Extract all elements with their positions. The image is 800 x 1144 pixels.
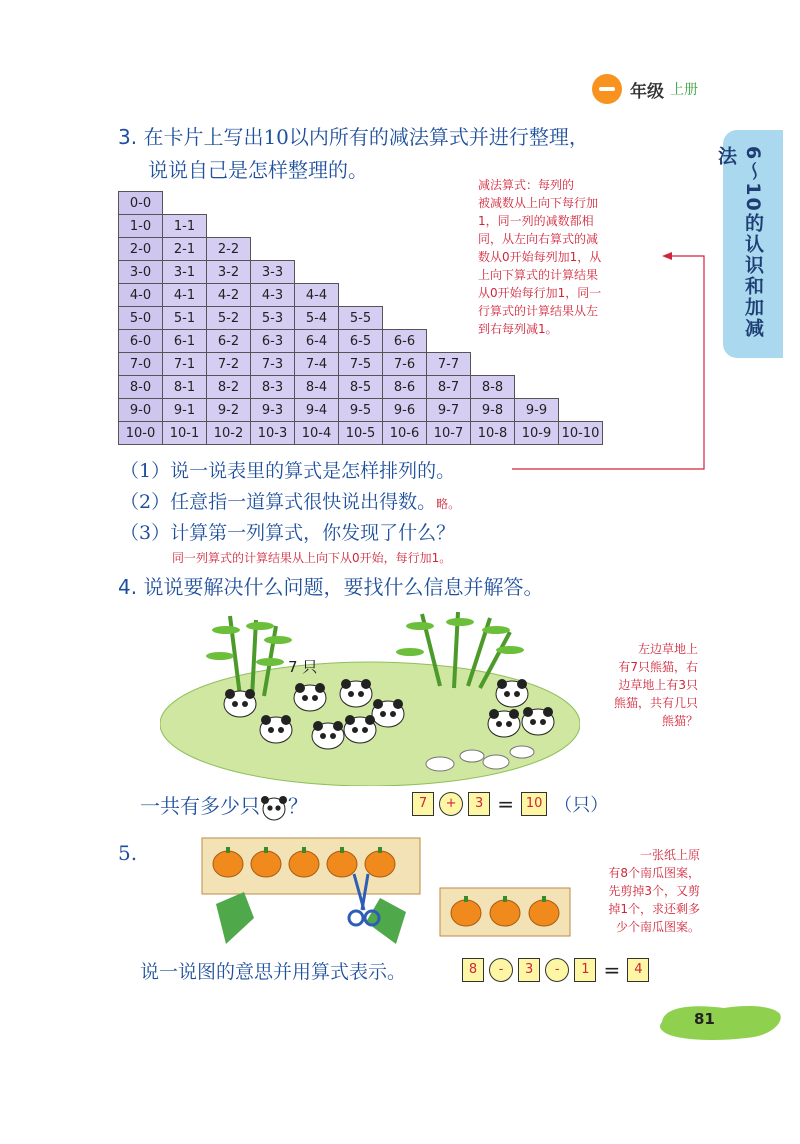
q5-text: 说一说图的意思并用算式表示。 [140, 961, 407, 983]
table-cell-empty [295, 215, 339, 238]
table-cell-empty [427, 215, 471, 238]
table-cell: 7-5 [339, 353, 383, 376]
table-cell: 3-2 [207, 261, 251, 284]
table-cell: 7-6 [383, 353, 427, 376]
scene-panda-count-label: 7 只 [288, 658, 318, 676]
table-cell: 9-8 [471, 399, 515, 422]
table-cell: 10-5 [339, 422, 383, 445]
table-cell: 10-4 [295, 422, 339, 445]
table-cell-empty [383, 238, 427, 261]
grade-header [592, 74, 698, 104]
table-cell: 4-0 [119, 284, 163, 307]
table-cell: 10-0 [119, 422, 163, 445]
table-cell: 8-0 [119, 376, 163, 399]
q5-eq-result: 4 [627, 958, 649, 982]
table-cell-empty [383, 307, 427, 330]
panda-face-icon [260, 795, 288, 821]
table-cell-empty [207, 192, 251, 215]
chapter-side-tab [715, 130, 783, 358]
note-line: 一张纸上原 [639, 848, 700, 862]
note-line: 掉1个，求还剩多 [608, 902, 700, 916]
table-cell-empty [339, 192, 383, 215]
table-cell: 4-4 [295, 284, 339, 307]
table-cell: 2-1 [163, 238, 207, 261]
table-cell: 3-0 [119, 261, 163, 284]
table-cell-empty [339, 261, 383, 284]
right-hand [366, 898, 406, 944]
q3-sub3-answer: 同一列算式的计算结果从上向下从0开始，每行加1。 [172, 551, 452, 565]
table-cell-empty [163, 192, 207, 215]
q5-number: 5. [118, 841, 138, 865]
q3-sub1: （1）说一说表里的算式是怎样排列的。 [120, 460, 456, 482]
q4-title [118, 572, 543, 602]
note-line: 行算式的计算结果从左 [478, 304, 599, 318]
table-cell: 10-8 [471, 422, 515, 445]
panda-scene-illustration [160, 606, 580, 786]
table-cell-empty [295, 238, 339, 261]
table-cell-empty [471, 353, 515, 376]
table-cell: 6-5 [339, 330, 383, 353]
table-cell-empty [427, 192, 471, 215]
q4-eq-result: 10 [521, 792, 547, 816]
q5-eq-sub1: 3 [518, 958, 540, 982]
q4-question-text: 一共有多少只 [140, 794, 260, 818]
table-cell-empty [427, 307, 471, 330]
table-cell: 4-3 [251, 284, 295, 307]
table-cell: 10-1 [163, 422, 207, 445]
table-cell: 6-4 [295, 330, 339, 353]
table-cell: 6-1 [163, 330, 207, 353]
table-cell: 1-0 [119, 215, 163, 238]
note-line: 熊猫，共有几只 [613, 696, 698, 710]
q4-question-mark: ？ [288, 794, 308, 818]
table-cell: 8-1 [163, 376, 207, 399]
note-connector-arrow [510, 250, 710, 472]
table-cell: 10-2 [207, 422, 251, 445]
q5-eq-equals: = [603, 958, 621, 982]
table-cell: 2-0 [119, 238, 163, 261]
chapter-title: 6～10的认识和加减法 [715, 146, 764, 339]
q3-line2: 说说自己是怎样整理的。 [148, 158, 368, 182]
q3-sub2-answer: 略。 [436, 497, 461, 511]
table-cell-empty [251, 215, 295, 238]
volume-label: 上册 [670, 82, 698, 98]
table-cell-empty [427, 261, 471, 284]
table-cell: 8-6 [383, 376, 427, 399]
table-cell: 6-0 [119, 330, 163, 353]
table-cell-empty [427, 238, 471, 261]
table-cell: 5-4 [295, 307, 339, 330]
table-cell: 8-4 [295, 376, 339, 399]
q5-teacher-note [574, 846, 700, 936]
pumpkin-remaining-illustration [438, 886, 572, 938]
table-cell: 1-1 [163, 215, 207, 238]
table-cell: 8-5 [339, 376, 383, 399]
table-cell-empty [383, 261, 427, 284]
table-cell: 5-2 [207, 307, 251, 330]
table-cell: 8-3 [251, 376, 295, 399]
table-cell: 10-9 [515, 422, 559, 445]
note-line: 1，同一列的减数都相 [478, 214, 594, 228]
table-cell-empty [427, 330, 471, 353]
table-cell: 4-1 [163, 284, 207, 307]
table-cell: 5-5 [339, 307, 383, 330]
table-cell: 7-0 [119, 353, 163, 376]
q3-sub2-text: （2）任意指一道算式很快说出得数。 [120, 491, 437, 513]
note-line: 上向下算式的计算结果 [478, 268, 599, 282]
table-cell: 9-0 [119, 399, 163, 422]
q4-equation [412, 791, 610, 817]
q4-eq-equals: = [497, 792, 515, 816]
table-cell: 0-0 [119, 192, 163, 215]
grade-badge [592, 74, 622, 104]
table-cell-empty [383, 215, 427, 238]
note-line: 同，从左向右算式的减 [478, 232, 599, 246]
table-cell-empty [427, 284, 471, 307]
table-cell: 10-10 [559, 422, 603, 445]
note-line: 数从0开始每列加1，从 [478, 250, 602, 264]
table-cell: 6-3 [251, 330, 295, 353]
q5-eq-op2: - [545, 958, 569, 982]
table-cell: 9-7 [427, 399, 471, 422]
table-cell: 9-2 [207, 399, 251, 422]
note-line: 有8个南瓜图案， [608, 866, 700, 880]
table-cell: 9-4 [295, 399, 339, 422]
table-cell: 10-6 [383, 422, 427, 445]
note-line: 先剪掉3个，又剪 [608, 884, 700, 898]
note-line: 减法算式：每列的 [478, 178, 575, 192]
q5-eq-minuend: 8 [462, 958, 484, 982]
q4-eq-addend-b: 3 [468, 792, 490, 816]
table-cell: 8-2 [207, 376, 251, 399]
note-line: 被减数从上向下每行加 [478, 196, 599, 210]
table-cell: 5-0 [119, 307, 163, 330]
q4-text: 说说要解决什么问题，要找什么信息并解答。 [143, 575, 544, 599]
table-cell-empty [383, 192, 427, 215]
note-line: 左边草地上 [637, 642, 698, 656]
table-cell: 7-2 [207, 353, 251, 376]
table-cell-empty [251, 238, 295, 261]
table-cell: 8-7 [427, 376, 471, 399]
table-cell: 7-3 [251, 353, 295, 376]
q5-equation [462, 958, 649, 982]
q4-eq-unit: （只） [554, 795, 609, 816]
note-line: 少个南瓜图案。 [615, 920, 700, 934]
q4-question [140, 790, 308, 821]
table-cell: 5-3 [251, 307, 295, 330]
table-cell: 7-1 [163, 353, 207, 376]
q5-eq-sub2: 1 [574, 958, 596, 982]
table-cell-empty [295, 261, 339, 284]
page-number-badge [654, 1002, 784, 1042]
note-line: 边草地上有3只 [618, 678, 698, 692]
table-cell: 7-4 [295, 353, 339, 376]
table-cell: 2-2 [207, 238, 251, 261]
note-line: 熊猫？ [661, 714, 698, 728]
table-cell-empty [251, 192, 295, 215]
table-cell: 9-9 [515, 399, 559, 422]
pumpkin-strip-cut-illustration [196, 832, 426, 948]
table-cell-empty [295, 192, 339, 215]
q4-number: 4. [118, 575, 138, 599]
q3-sub3: （3）计算第一列算式，你发现了什么？ [120, 522, 456, 544]
table-cell: 8-8 [471, 376, 515, 399]
q4-teacher-note [584, 640, 698, 730]
table-cell: 9-1 [163, 399, 207, 422]
table-cell-empty [383, 284, 427, 307]
table-cell: 10-3 [251, 422, 295, 445]
q5-eq-op1: - [489, 958, 513, 982]
q3-number: 3. [118, 125, 138, 149]
table-cell-empty [339, 215, 383, 238]
q3-title [118, 122, 589, 152]
table-cell: 6-2 [207, 330, 251, 353]
table-cell: 9-6 [383, 399, 427, 422]
page-number: 81 [694, 1010, 715, 1028]
table-cell: 6-6 [383, 330, 427, 353]
table-cell-empty [339, 238, 383, 261]
note-line: 从0开始每行加1，同一 [478, 286, 602, 300]
note-line: 有7只熊猫，右 [618, 660, 698, 674]
table-cell: 4-2 [207, 284, 251, 307]
table-cell: 9-3 [251, 399, 295, 422]
table-cell: 3-3 [251, 261, 295, 284]
left-hand [216, 892, 254, 944]
table-cell: 9-5 [339, 399, 383, 422]
table-cell: 5-1 [163, 307, 207, 330]
table-cell: 3-1 [163, 261, 207, 284]
table-cell: 10-7 [427, 422, 471, 445]
q3-sub2 [120, 487, 460, 514]
q3-line1: 在卡片上写出10以内所有的减法算式并进行整理， [143, 125, 589, 149]
table-cell: 7-7 [427, 353, 471, 376]
grade-label: 年级 [630, 81, 664, 102]
note-line: 到右每列减1。 [478, 322, 558, 336]
table-cell-empty [339, 284, 383, 307]
table-cell-empty [207, 215, 251, 238]
green-splash-shape [654, 1002, 784, 1042]
q4-eq-operator: + [439, 792, 463, 816]
q4-eq-addend-a: 7 [412, 792, 434, 816]
